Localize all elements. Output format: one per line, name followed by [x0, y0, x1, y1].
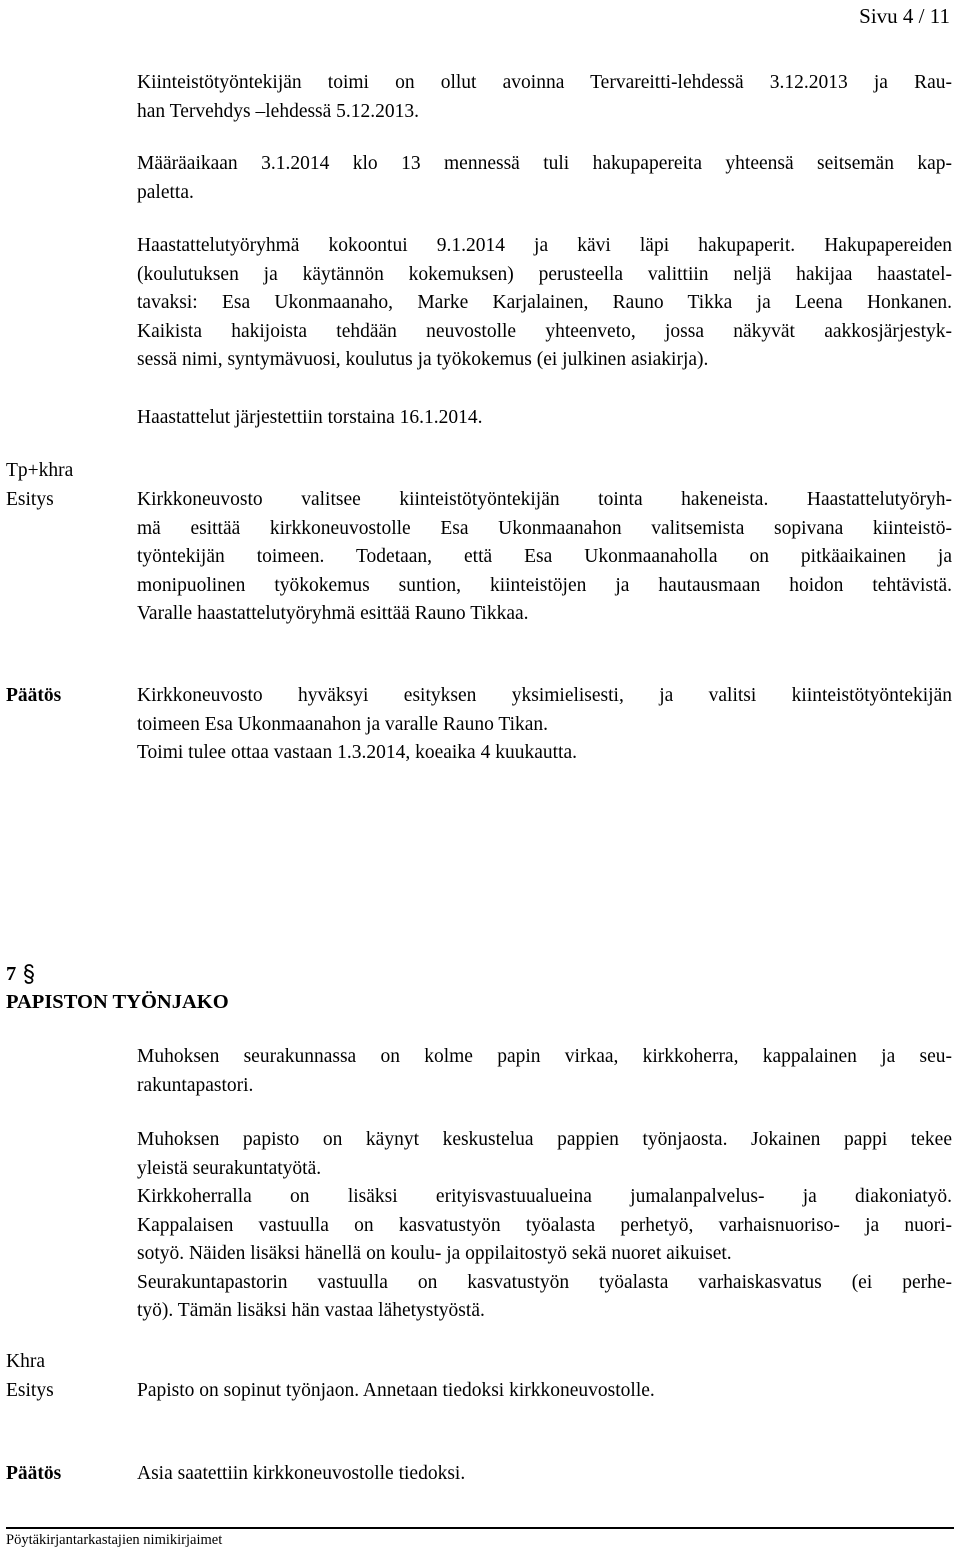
text-line: Toimi tulee ottaa vastaan 1.3.2014, koeaika 4 kuukautta. — [137, 742, 577, 763]
text-line: työntekijän toimeen. Todetaan, että Esa Ukonmaanaholla on pitkäaikainen ja — [137, 546, 952, 567]
section-sign-icon — [22, 964, 36, 984]
section-proposal-label — [6, 1348, 54, 1405]
text-line: Kirkkoherralla on lisäksi erityisvastuualueina jumalanpalvelus- ja diakoniatyö. — [137, 1186, 952, 1207]
text-line: Haastattelut järjestettiin torstaina 16.1.2014. — [137, 407, 483, 428]
text-line: (koulutuksen ja käytännön kokemuksen) perusteella valittiin neljä hakijaa haastatel- — [137, 263, 952, 285]
text-line: Kaikista hakijoista tehdään neuvostolle yhteenveto, jossa näkyvät aakkosjärjestyk- — [137, 320, 952, 342]
proposal-label — [6, 457, 73, 514]
text-line: yleistä seurakuntatyötä. — [137, 1157, 322, 1179]
paatos-label: Päätös — [6, 685, 62, 706]
section-number-text: 7 — [6, 963, 17, 985]
text-line: työ). Tämän lisäksi hän vastaa lähetystyöstä. — [137, 1300, 485, 1321]
text-line: Kirkkoneuvosto hyväksyi esityksen yksimielisesti, ja valitsi kiinteistötyöntekijän — [137, 685, 952, 706]
text-line: Muhoksen seurakunnassa on kolme papin virkaa, kirkkoherra, kappalainen ja seu- — [137, 1046, 952, 1067]
text-line: mä esittää kirkkoneuvostolle Esa Ukonmaanahon valitsemista sopivana kiinteistö- — [137, 517, 952, 539]
intro-paragraph-3 — [137, 232, 952, 375]
decision-label — [6, 682, 61, 711]
section-title: PAPISTON TYÖNJAKO — [6, 991, 229, 1013]
section-paragraph-1 — [137, 1043, 952, 1100]
text-line: toimeen Esa Ukonmaanahon ja varalle Rauno Tikan. — [137, 713, 549, 735]
page-number: Sivu 4 / 11 — [859, 4, 950, 28]
section-proposal-text — [137, 1377, 952, 1406]
text-line: Kirkkoneuvosto valitsee kiinteistötyöntekijän tointa hakeneista. Haastattelutyöryh- — [137, 489, 952, 510]
esitys-label: Esitys — [6, 1379, 54, 1401]
text-line: rakuntapastori. — [137, 1074, 254, 1096]
text-line: Kappalaisen vastuulla on kasvatustyön työalasta perhetyö, varhaisnuoriso- ja nuori- — [137, 1214, 952, 1236]
proposal-text — [137, 486, 952, 629]
esitys-label: Esitys — [6, 488, 54, 510]
text-line: Seurakuntapastorin vastuulla on kasvatustyön työalasta varhaiskasvatus (ei perhe- — [137, 1271, 952, 1293]
text-line: han Tervehdys –lehdessä 5.12.2013. — [137, 100, 420, 122]
proposer-label: Khra — [6, 1351, 45, 1372]
text-line: paletta. — [137, 181, 194, 203]
text-line: sessä nimi, syntymävuosi, koulutus ja työkokemus (ei julkinen asiakirja). — [137, 349, 709, 370]
paatos-label: Päätös — [6, 1463, 62, 1484]
decision-text — [137, 682, 952, 768]
text-line: Papisto on sopinut työnjaon. Annetaan tiedoksi kirkkoneuvostolle. — [137, 1380, 655, 1401]
section-number — [6, 960, 36, 989]
footer-divider — [6, 1527, 954, 1529]
text-line: Haastattelutyöryhmä kokoontui 9.1.2014 ja kävi läpi hakupaperit. Hakupapereiden — [137, 235, 952, 256]
proposer-label: Tp+khra — [6, 460, 74, 481]
section-decision-text — [137, 1460, 952, 1489]
text-line: tavaksi: Esa Ukonmaanaho, Marke Karjalainen, Rauno Tikka ja Leena Honkanen. — [137, 292, 952, 313]
text-line: Varalle haastattelutyöryhmä esittää Rauno Tikkaa. — [137, 603, 529, 624]
text-line: Muhoksen papisto on käynyt keskustelua pappien työnjaosta. Jokainen pappi tekee — [137, 1129, 952, 1150]
section-paragraph-2 — [137, 1126, 952, 1326]
text-line: Kiinteistötyöntekijän toimi on ollut avoinna Tervareitti-lehdessä 3.12.2013 ja Rau- — [137, 72, 952, 93]
text-line: monipuolinen työkokemus suntion, kiinteistöjen ja hautausmaan hoidon tehtävistä. — [137, 574, 952, 596]
intro-paragraph-4 — [137, 404, 952, 433]
intro-paragraph-1 — [137, 69, 952, 126]
text-line: sotyö. Näiden lisäksi hänellä on koulu- ja oppilaitostyö sekä nuoret aikuiset. — [137, 1243, 732, 1264]
intro-paragraph-2 — [137, 150, 952, 207]
text-line: Asia saatettiin kirkkoneuvostolle tiedoksi. — [137, 1463, 466, 1484]
section-decision-label — [6, 1460, 61, 1489]
text-line: Määräaikaan 3.1.2014 klo 13 mennessä tuli hakupapereita yhteensä seitsemän kap- — [137, 153, 952, 174]
footer-text: Pöytäkirjantarkastajien nimikirjaimet — [6, 1532, 223, 1548]
